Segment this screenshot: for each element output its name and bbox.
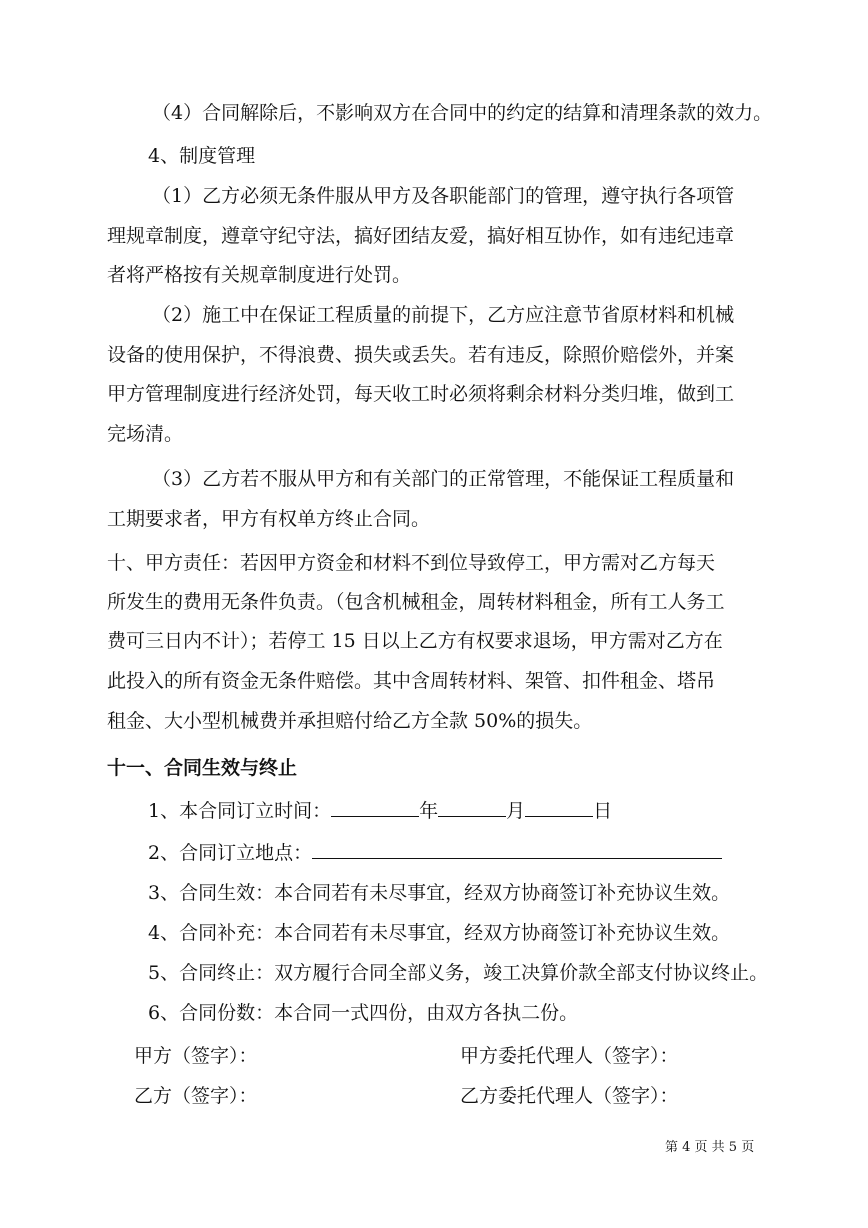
- clause-effect: 3、合同生效：本合同若有未尽事宜，经双方协商签订补充协议生效。: [148, 882, 731, 904]
- contract-date-label: 1、本合同订立时间：: [148, 800, 332, 822]
- contract-place-line: [148, 839, 722, 866]
- section-title-system-management: 4、制度管理: [148, 145, 256, 167]
- paragraph-line: （2）施工中在保证工程质量的前提下，乙方应注意节省原材料和机械: [152, 304, 735, 326]
- paragraph-line: 甲方管理制度进行经济处罚，每天收工时必须将剩余材料分类归堆，做到工: [107, 383, 735, 405]
- paragraph-line: 工期要求者，甲方有权单方终止合同。: [107, 508, 431, 530]
- page-number: 第 4 页 共 5 页: [665, 1140, 755, 1155]
- day-blank[interactable]: [525, 797, 593, 817]
- paragraph-line: （1）乙方必须无条件服从甲方及各职能部门的管理，遵守执行各项管: [152, 185, 735, 207]
- paragraph-line: （3）乙方若不服从甲方和有关部门的正常管理，不能保证工程质量和: [152, 468, 735, 490]
- year-blank[interactable]: [331, 797, 419, 817]
- paragraph-line: 租金、大小型机械费并承担赔付给乙方全款 50%的损失。: [107, 710, 593, 732]
- paragraph-line: 十、甲方责任：若因甲方资金和材料不到位导致停工，甲方需对乙方每天: [107, 552, 716, 574]
- contract-date-line: [148, 797, 612, 824]
- paragraph-line: 所发生的费用无条件负责。（包含机械租金，周转材料租金，所有工人务工: [107, 591, 725, 613]
- paragraph-line: 费可三日内不计）；若停工 15 日以上乙方有权要求退场，甲方需对乙方在: [107, 630, 723, 652]
- year-label: 年: [419, 800, 439, 822]
- month-blank[interactable]: [438, 797, 506, 817]
- place-blank[interactable]: [312, 839, 722, 859]
- clause-termination: 5、合同终止：双方履行合同全部义务，竣工决算价款全部支付协议终止。: [148, 962, 769, 984]
- signature-party-a-agent: 甲方委托代理人（签字）：: [460, 1045, 679, 1067]
- clause-copies: 6、合同份数：本合同一式四份，由双方各执二份。: [148, 1002, 579, 1024]
- clause-supplement: 4、合同补充：本合同若有未尽事宜，经双方协商签订补充协议生效。: [148, 922, 731, 944]
- paragraph-line: 者将严格按有关规章制度进行处罚。: [107, 264, 412, 286]
- contract-place-label: 2、合同订立地点：: [148, 842, 313, 864]
- signature-party-b: 乙方（签字）：: [134, 1085, 258, 1107]
- month-label: 月: [506, 800, 526, 822]
- paragraph-line: 设备的使用保护，不得浪费、损失或丢失。若有违反，除照价赔偿外，并案: [107, 344, 735, 366]
- day-label: 日: [593, 800, 613, 822]
- paragraph-clause-4-termination: （4）合同解除后，不影响双方在合同中的约定的结算和清理条款的效力。: [152, 102, 773, 124]
- paragraph-line: 理规章制度，遵章守纪守法，搞好团结友爱，搞好相互协作，如有违纪违章: [107, 225, 735, 247]
- paragraph-line: 此投入的所有资金无条件赔偿。其中含周转材料、架管、扣件租金、塔吊: [107, 670, 716, 692]
- paragraph-line: 完场清。: [107, 423, 184, 445]
- signature-party-a: 甲方（签字）：: [134, 1045, 258, 1067]
- section-title-effect-and-termination: 十一、合同生效与终止: [107, 757, 298, 779]
- signature-party-b-agent: 乙方委托代理人（签字）：: [460, 1085, 679, 1107]
